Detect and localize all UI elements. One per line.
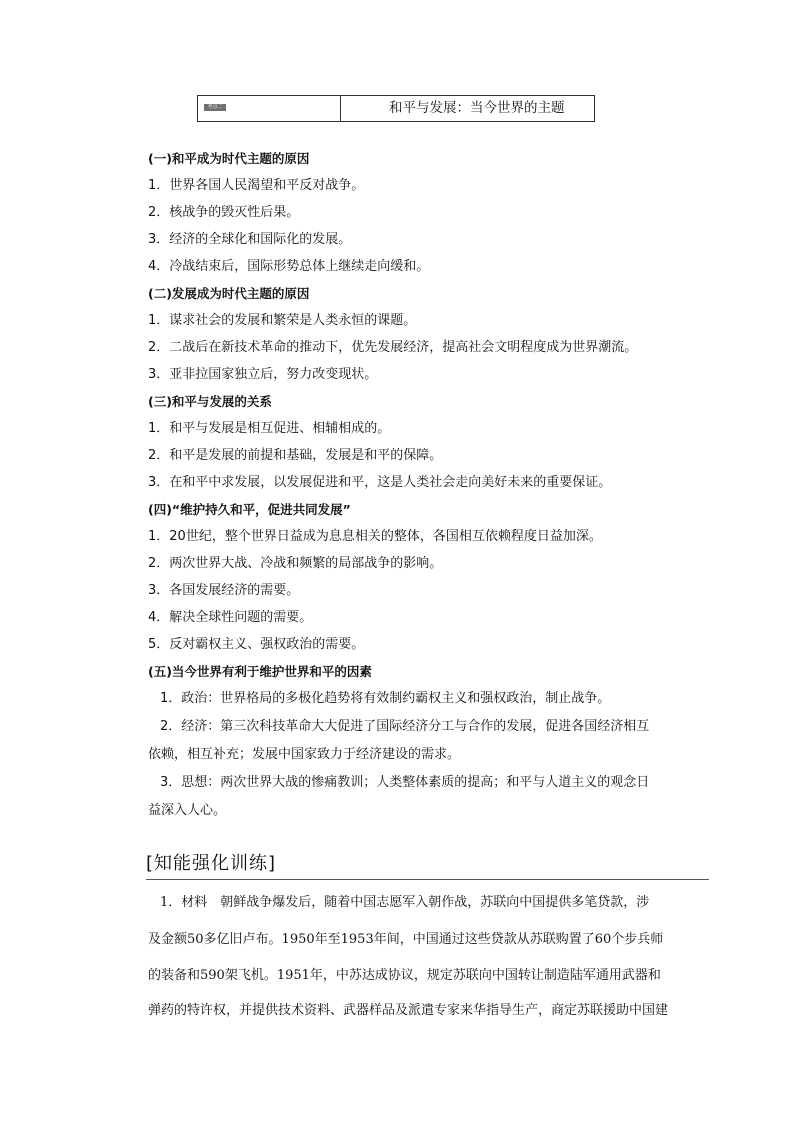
question-line: 及金额50多亿旧卢布。1950年至1953年间，中国通过这些贷款从苏联购置了60个步兵师: [148, 932, 664, 947]
topic-tag-badge: 考点二: [204, 104, 226, 111]
question-line: 1．材料 朝鲜战争爆发后，随着中国志愿军入朝作战，苏联向中国提供多笔贷款，涉: [160, 895, 650, 910]
topic-title: 和平与发展：当今世界的主题: [389, 100, 565, 116]
list-item: 3．思想：两次世界大战的惨痛教训；人类整体素质的提高；和平与人道主义的观念日: [160, 775, 650, 790]
list-item: 3．在和平中求发展，以发展促进和平，这是人类社会走向美好未来的重要保证。: [148, 475, 612, 490]
list-item-continuation: 依赖，相互补充；发展中国家致力于经济建设的需求。: [148, 747, 461, 762]
section-heading-4: (四)“维护持久和平，促进共同发展”: [148, 502, 351, 517]
topic-header: [197, 95, 595, 122]
list-item: 2．核战争的毁灭性后果。: [148, 205, 300, 220]
section-heading-1: (一)和平成为时代主题的原因: [148, 151, 310, 166]
section-heading-5: (五)当今世界有利于维护世界和平的因素: [148, 664, 372, 679]
topic-tag-cell: [198, 96, 341, 121]
list-item: 1．政治：世界格局的多极化趋势将有效制约霸权主义和强权政治，制止战争。: [160, 691, 611, 706]
list-item: 1．世界各国人民渴望和平反对战争。: [148, 178, 365, 193]
list-item: 3．亚非拉国家独立后，努力改变现状。: [148, 367, 378, 382]
list-item: 2．两次世界大战、冷战和频繁的局部战争的影响。: [148, 556, 443, 571]
list-item: 2．经济：第三次科技革命大大促进了国际经济分工与合作的发展，促进各国经济相互: [160, 719, 650, 734]
list-item: 4．冷战结束后，国际形势总体上继续走向缓和。: [148, 259, 430, 274]
section-heading-2: (二)发展成为时代主题的原因: [148, 286, 310, 301]
list-item: 3．各国发展经济的需要。: [148, 583, 300, 598]
list-item: 3．经济的全球化和国际化的发展。: [148, 232, 352, 247]
question-line: 弹药的特许权，并提供技术资料、武器样品及派遣专家来华指导生产，商定苏联援助中国建: [148, 1003, 669, 1018]
list-item-continuation: 益深入人心。: [148, 803, 227, 818]
divider: [146, 879, 709, 880]
section-heading-3: (三)和平与发展的关系: [148, 394, 272, 409]
list-item: 4．解决全球性问题的需要。: [148, 610, 313, 625]
list-item: 5．反对霸权主义、强权政治的需要。: [148, 637, 365, 652]
list-item: 1．谋求社会的发展和繁荣是人类永恒的课题。: [148, 313, 417, 328]
list-item: 2．和平是发展的前提和基础，发展是和平的保障。: [148, 448, 443, 463]
list-item: 2．二战后在新技术革命的推动下，优先发展经济，提高社会文明程度成为世界潮流。: [148, 340, 638, 355]
practice-section-title: [知能强化训练]: [146, 853, 277, 874]
list-item: 1．和平与发展是相互促进、相辅相成的。: [148, 421, 391, 436]
question-line: 的装备和590架飞机。1951年，中苏达成协议，规定苏联向中国转让制造陆军通用武器和: [148, 968, 661, 983]
list-item: 1．20世纪，整个世界日益成为息息相关的整体，各国相互依赖程度日益加深。: [148, 529, 602, 544]
